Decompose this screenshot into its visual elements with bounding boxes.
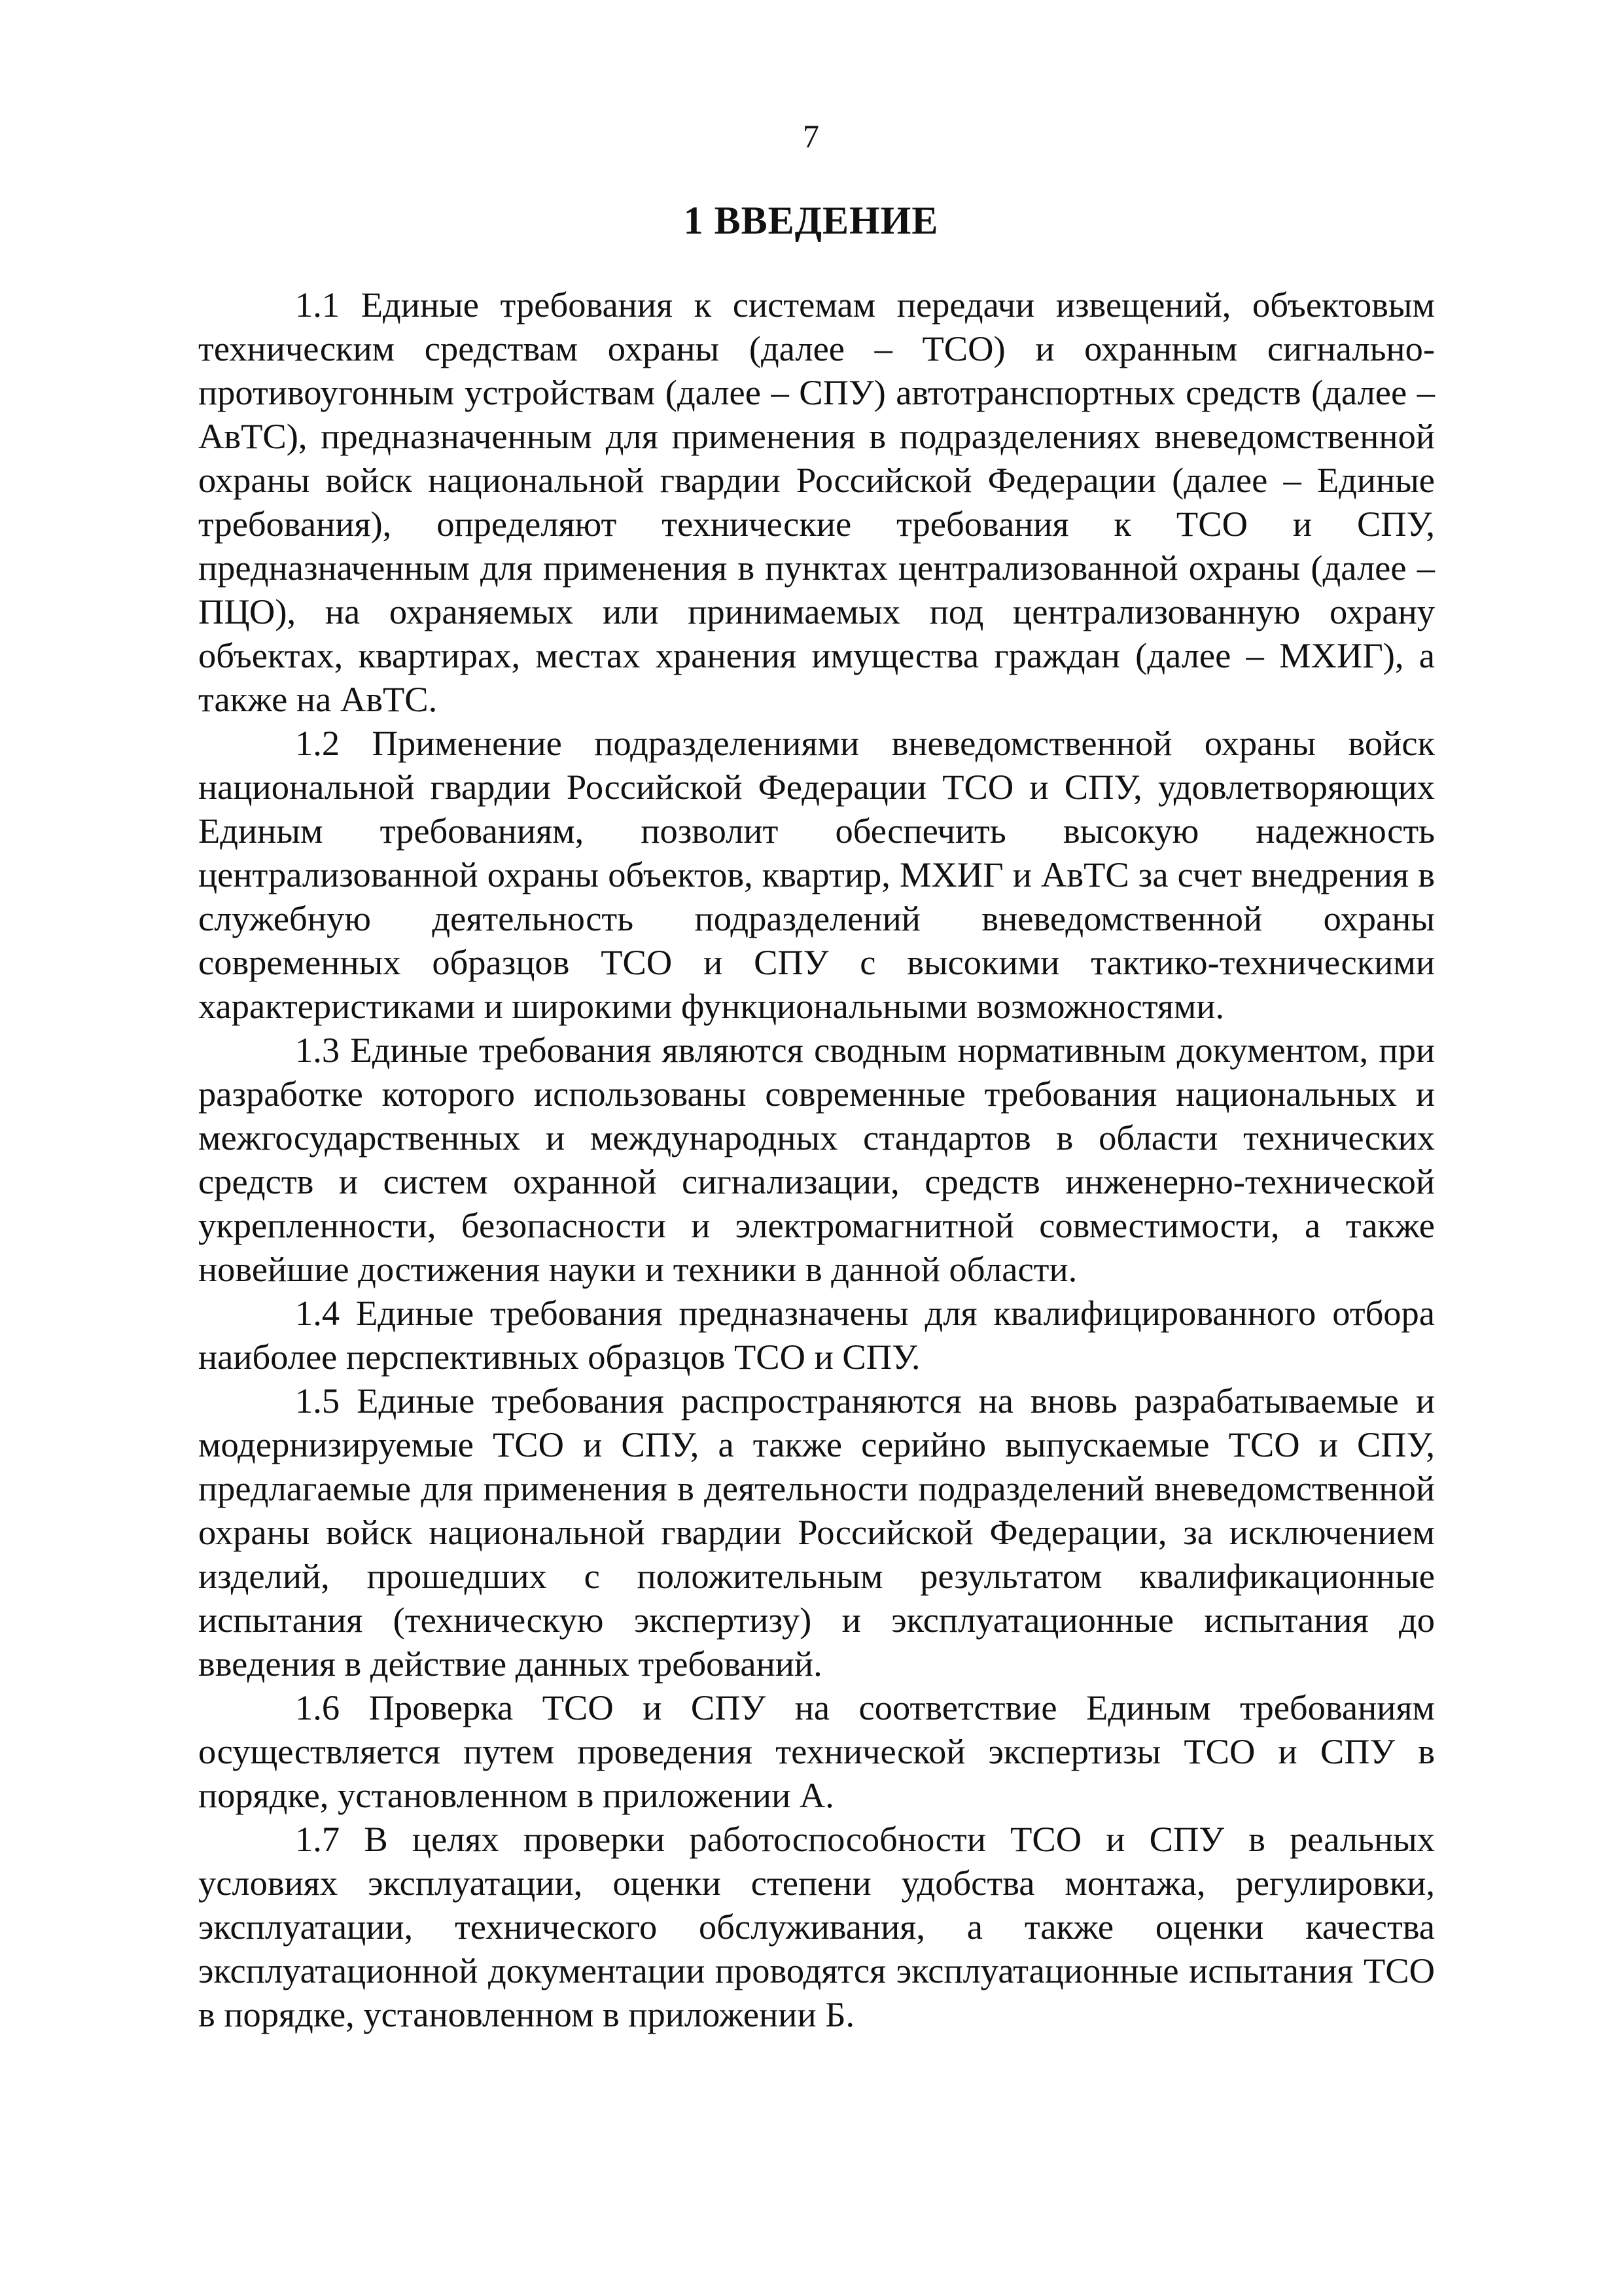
body-text <box>198 283 1435 2036</box>
page-number: 7 <box>803 118 819 154</box>
paragraph-1-1: 1.1 Единые требования к системам передачи извещений, объектовым техническим средствам охраны (далее – ТСО) и охранным сигнально-противоугонным устройствам (далее – СПУ) автотранспортных средств (далее – АвТС), предназначенным для применения в подразделениях вневедомственной охраны войск национальной гвардии Российской Федерации (далее – Единые требования), определяют технические требования к ТСО и СПУ, предназначенным для применения в пунктах централизованной охраны (далее – ПЦО), на охраняемых или принимаемых под централизованную охрану объектах, квартирах, местах хранения имущества граждан (далее – МХИГ), а также на АвТС. <box>198 285 1435 719</box>
paragraph-1-4: 1.4 Единые требования предназначены для квалифицированного отбора наиболее перспективных образцов ТСО и СПУ. <box>198 1293 1435 1377</box>
paragraph-1-6: 1.6 Проверка ТСО и СПУ на соответствие Единым требованиям осуществляется путем проведения технической экспертизы ТСО и СПУ в порядке, установленном в приложении А. <box>198 1687 1435 1815</box>
paragraph-1-3: 1.3 Единые требования являются сводным нормативным документом, при разработке которого использованы современные требования национальных и межгосударственных и международных стандартов в области технических средств и систем охранной сигнализации, средств инженерно-технической укрепленности, безопасности и электромагнитной совместимости, а также новейшие достижения науки и техники в данной области. <box>198 1030 1435 1289</box>
paragraph-1-5: 1.5 Единые требования распространяются на вновь разрабатываемые и модернизируемые ТСО и СПУ, а также серийно выпускаемые ТСО и СПУ, предлагаемые для применения в деятельности подразделений вневедомственной охраны войск национальной гвардии Российской Федерации, за исключением изделий, прошедших с положительным результатом квалификационные испытания (техническую экспертизу) и эксплуатационные испытания до введения в действие данных требований. <box>198 1381 1435 1684</box>
section-title: 1 ВВЕДЕНИЕ <box>683 199 939 242</box>
paragraph-1-2: 1.2 Применение подразделениями вневедомственной охраны войск национальной гвардии Российской Федерации ТСО и СПУ, удовлетворяющих Единым требованиям, позволит обеспечить высокую надежность централизованной охраны объектов, квартир, МХИГ и АвТС за счет внедрения в служебную деятельность подразделений вневедомственной охраны современных образцов ТСО и СПУ с высокими тактико-техническими характеристиками и широкими функциональными возможностями. <box>198 723 1435 1026</box>
paragraph-1-7: 1.7 В целях проверки работоспособности ТСО и СПУ в реальных условиях эксплуатации, оценки степени удобства монтажа, регулировки, эксплуатации, технического обслуживания, а также оценки качества эксплуатационной документации проводятся эксплуатационные испытания ТСО в порядке, установленном в приложении Б. <box>198 1819 1435 2034</box>
